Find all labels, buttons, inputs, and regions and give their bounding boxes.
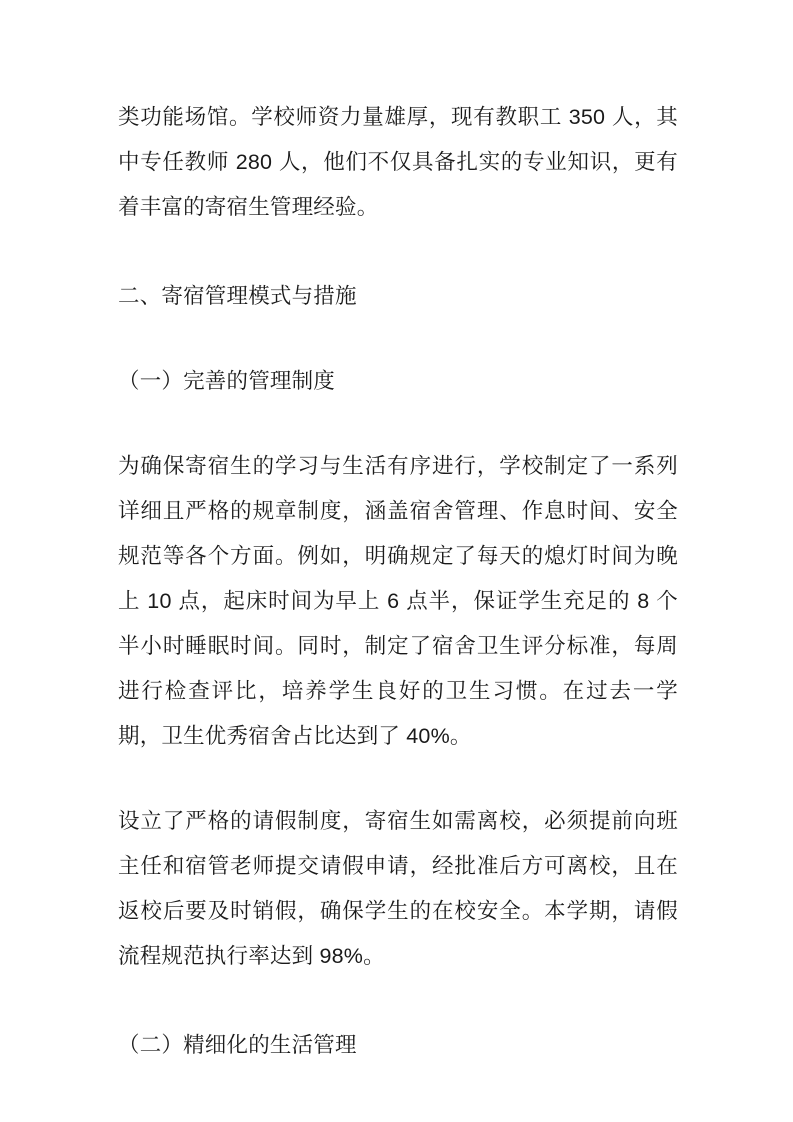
paragraph-leave-policy: 设立了严格的请假制度，寄宿生如需离校，必须提前向班主任和宿管老师提交请假申请，经批准后方可离校，且在返校后要及时销假，确保学生的在校安全。本学期，请假流程规范执行率达到 98%。 — [118, 809, 678, 968]
spacer — [118, 979, 678, 1023]
heading-subsection-two: （二）精细化的生活管理 — [118, 1033, 357, 1057]
document-body — [118, 95, 678, 1068]
spacer — [118, 404, 678, 444]
paragraph-intro-continued: 类功能场馆。学校师资力量雄厚，现有教职工 350 人，其中专任教师 280 人，他们不仅具备扎实的专业知识，更有着丰富的寄宿生管理经验。 — [118, 105, 678, 219]
heading-section-two: 二、寄宿管理模式与措施 — [118, 284, 357, 308]
spacer — [118, 759, 678, 799]
spacer — [118, 319, 678, 359]
paragraph-rules: 为确保寄宿生的学习与生活有序进行，学校制定了一系列详细且严格的规章制度，涵盖宿舍管理、作息时间、安全规范等各个方面。例如，明确规定了每天的熄灯时间为晚上 10 点，起床时间为早上 6 点半，保证学生充足的 8 个半小时睡眠时间。同时，制定了宿舍卫生评分标准，每周进行检查评比，培养学生良好的卫生习惯。在过去一学期，卫生优秀宿舍占比达到了 40%。 — [118, 454, 678, 748]
spacer — [118, 230, 678, 274]
heading-subsection-one: （一）完善的管理制度 — [118, 369, 336, 393]
